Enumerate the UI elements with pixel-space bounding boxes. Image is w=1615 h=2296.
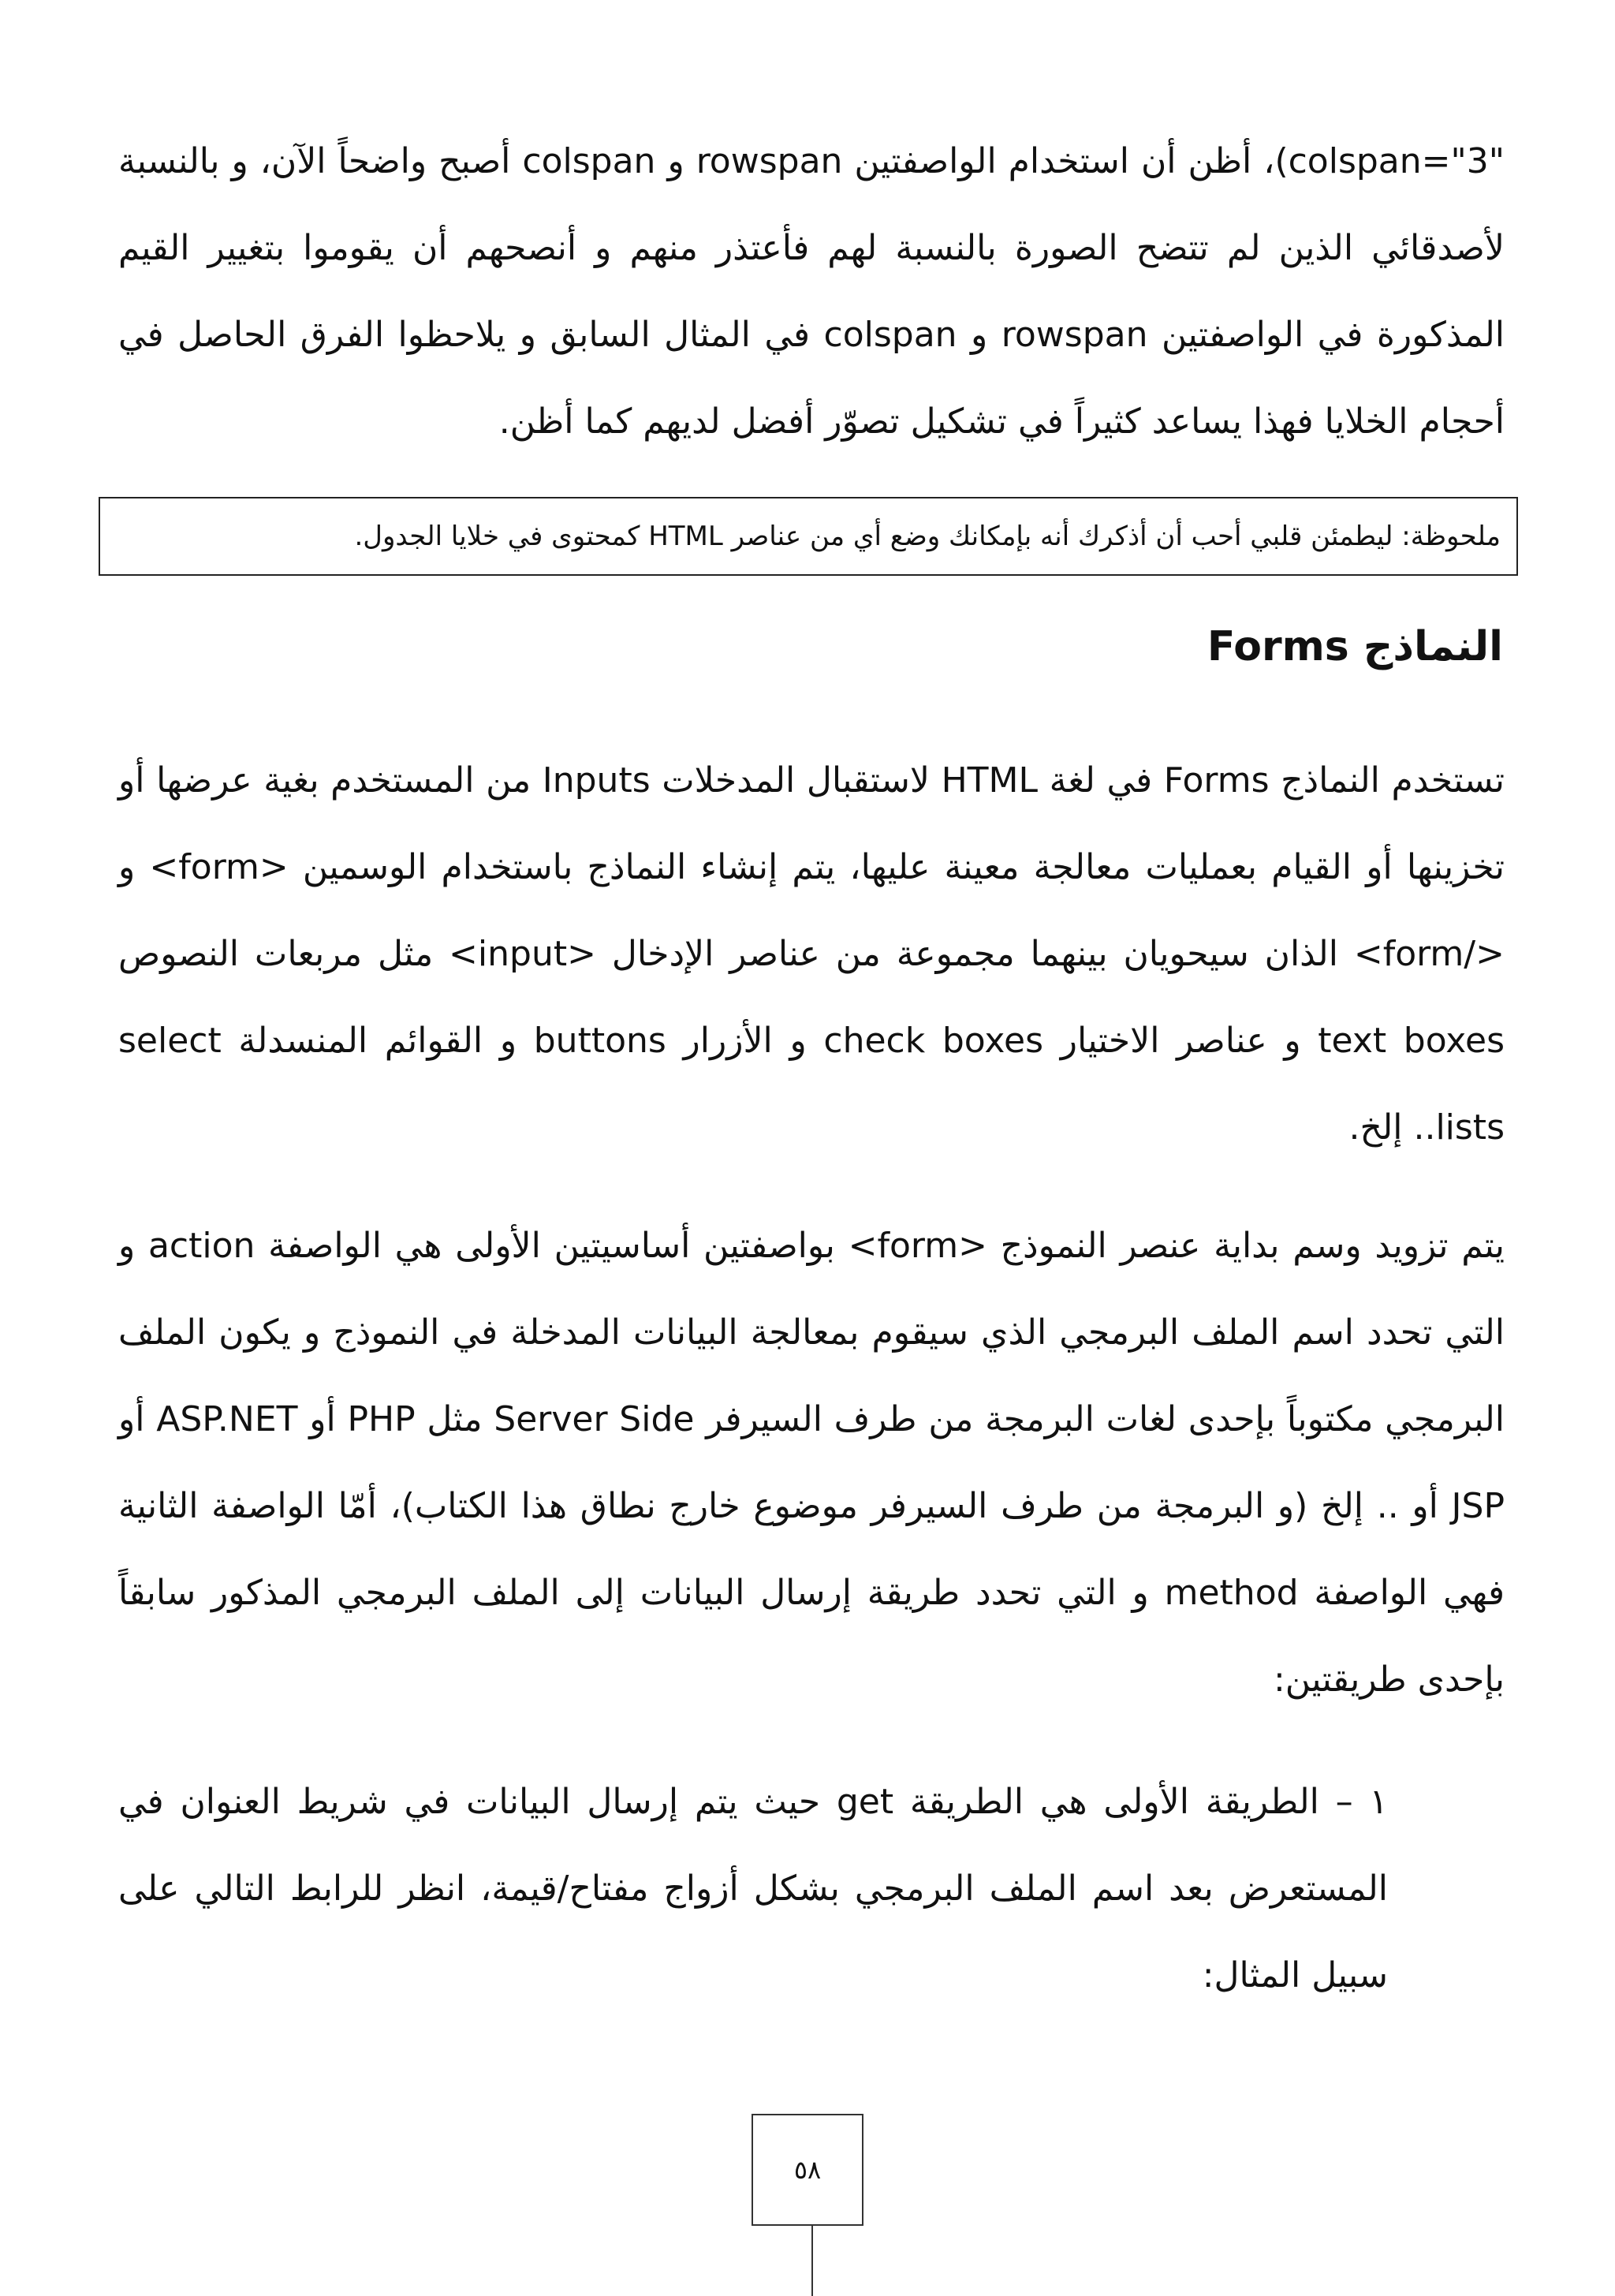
paragraph-form-attributes: يتم تزويد وسم بداية عنصر النموذج <form> بواصفتين أساسيتين الأولى هي الواصفة action و التي تحدد اسم الملف البرمجي الذي سيقوم بمعالجة البيانات المدخلة في النموذج و يكون الملف البرمجي مكتوباً بإحدى لغات البرمجة من طرف السيرفر Server Side مثل PHP أو ASP.NET أو JSP أو .. إلخ (و البرمجة من طرف السيرفر موضوع خارج نطاق هذا الكتاب)، أمّا الواصفة الثانية فهي الواصفة method و التي تحدد طريقة إرسال البيانات إلى الملف البرمجي المذكور سابقاً بإحدى طريقتين:: [118, 1226, 1505, 1700]
page-number: ٥٨: [793, 2155, 822, 2185]
section-heading-forms: النماذج Forms: [1207, 623, 1503, 670]
paragraph-colspan-rowspan: "colspan="3)، أظن أن استخدام الواصفتين rowspan و colspan أصبح واضحاً الآن، و بالنسبة لأصدقائي الذين لم تتضح الصورة بالنسبة لهم فأعتذر منهم و أنصحهم أن يقوموا بتغيير القيم المذكورة في الواصفتين rowspan و colspan في المثال السابق و يلاحظوا الفرق الحاصل في أحجام الخلايا فهذا يساعد كثيراً في تشكيل تصوّر أفضل لديهم كما أظن.: [118, 141, 1505, 442]
paragraph-forms-intro: تستخدم النماذج Forms في لغة HTML لاستقبال المدخلات Inputs من المستخدم بغية عرضها أو تخزينها أو القيام بعمليات معالجة معينة عليها، يتم إنشاء النماذج باستخدام الوسمين <form> و </form> الذان سيحويان بينهما مجموعة من عناصر الإدخال <input> مثل مربعات النصوص text boxes و عناصر الاختيار check boxes و الأزرار buttons و القوائم المنسدلة select lists.. إلخ.: [118, 760, 1505, 1148]
list-item-get-method: ١ – الطريقة الأولى هي الطريقة get حيث يتم إرسال البيانات في شريط العنوان في المستعرض بعد اسم الملف البرمجي بشكل أزواج مفتاح/قيمة، انظر للرابط التالي على سبيل المثال:: [118, 1782, 1388, 1995]
page-number-line: [811, 2226, 813, 2296]
note-box: ملحوظة: ليطمئن قلبي أحب أن أذكرك أنه بإمكانك وضع أي من عناصر HTML كمحتوى في خلايا الجدول.: [99, 497, 1518, 576]
page-number-box: [752, 2114, 863, 2226]
